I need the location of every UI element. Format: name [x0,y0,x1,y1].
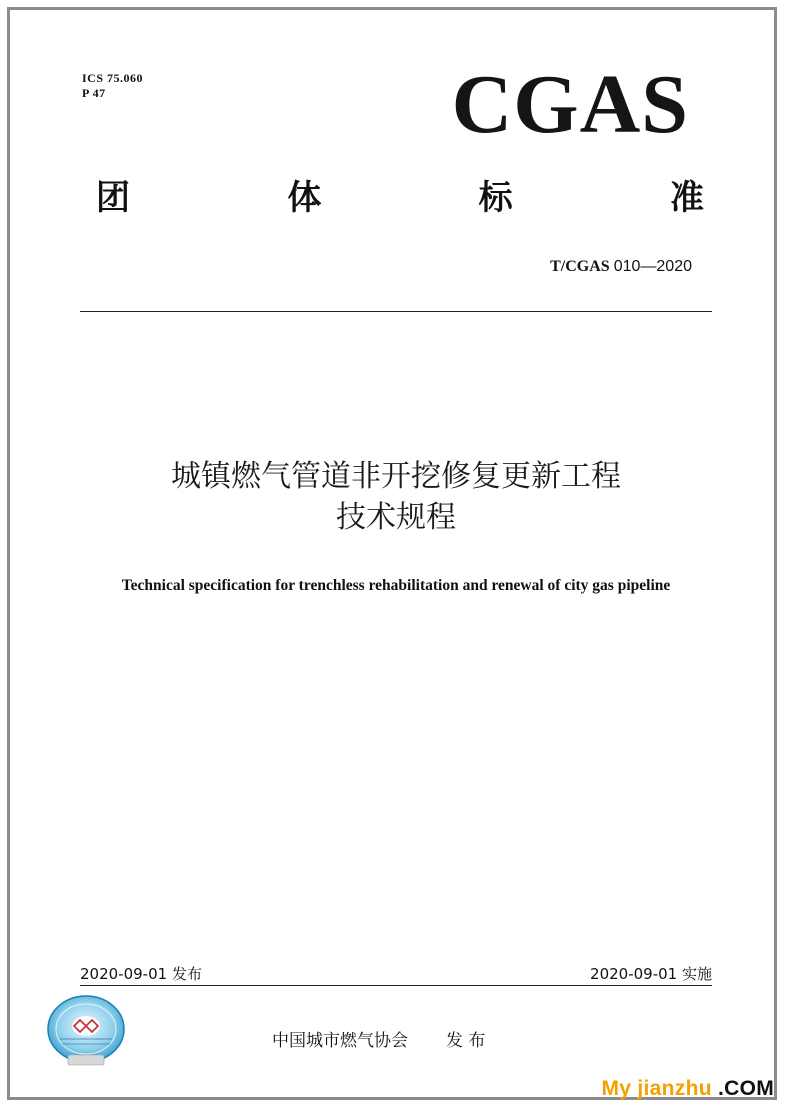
standard-type [96,178,704,218]
standard-number-prefix: T/CGAS [550,258,614,275]
english-title: Technical specification for trenchless rehabilitation and renewal of city gas pipeline [121,577,671,594]
chinese-title [80,456,712,539]
anti-counterfeit-seal-icon [44,993,128,1069]
implementation-date: 2020-09-01 实施 [590,965,712,983]
chinese-title-line-2: 技术规程 [336,500,456,536]
bottom-divider [80,985,712,986]
publisher-action: 发 布 [446,1031,486,1051]
standard-type-char: 团 [96,178,130,218]
standard-number [550,258,692,276]
issue-date: 2020-09-01 发布 [80,965,202,983]
standard-type-char: 准 [669,178,704,218]
publisher-name: 中国城市燃气协会 [272,1031,408,1051]
watermark-text: My jianzhu [601,1077,712,1100]
publisher [272,1026,485,1051]
top-divider [80,311,712,312]
category-code: P 47 [82,86,106,100]
chinese-title-line-1: 城镇燃气管道非开挖修复更新工程 [171,459,621,494]
cgas-logo: CGAS [451,58,689,151]
site-watermark [601,1077,774,1101]
standard-type-char: 体 [287,178,322,218]
ics-code: ICS 75.060 [82,71,144,85]
watermark-suffix: .COM [711,1077,774,1100]
page-frame [7,7,777,1100]
standard-type-char: 标 [478,178,513,218]
standard-number-value: 010—2020 [613,258,692,275]
